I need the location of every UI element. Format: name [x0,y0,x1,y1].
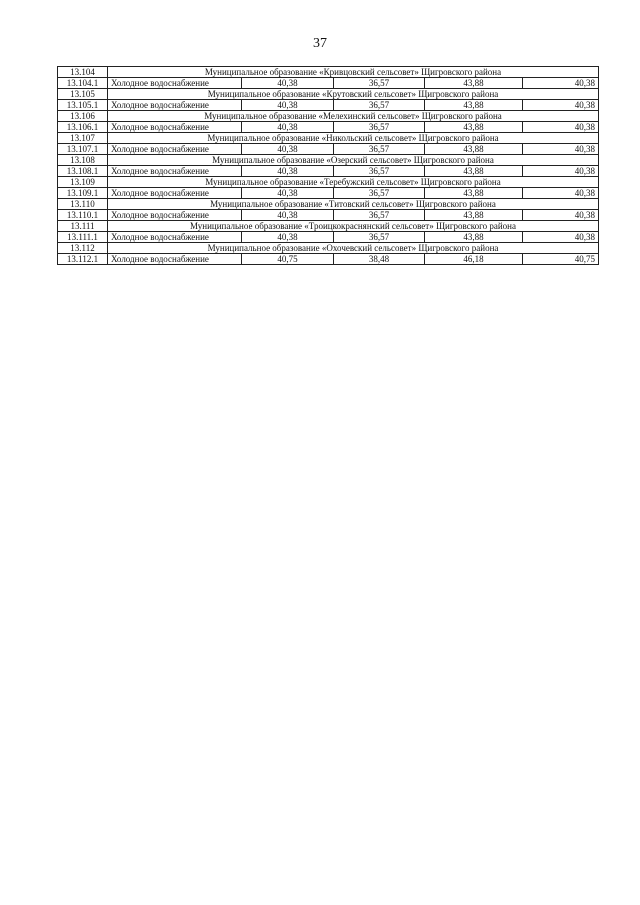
tariff-value: 43,88 [425,144,523,155]
municipality-name: Муниципальное образование «Теребужский сельсовет» Щигровского района [108,177,599,188]
tariff-value: 40,38 [523,100,599,111]
row-code: 13.104.1 [58,78,108,89]
row-code: 13.112.1 [58,254,108,265]
tariff-value: 36,57 [334,144,425,155]
municipality-name: Муниципальное образование «Озерский сельсовет» Щигровского района [108,155,599,166]
tariff-value: 43,88 [425,166,523,177]
row-code: 13.106.1 [58,122,108,133]
row-code: 13.109 [58,177,108,188]
service-name: Холодное водоснабжение [108,122,242,133]
municipality-name: Муниципальное образование «Троицкокраснянский сельсовет» Щигровского района [108,221,599,232]
municipality-header-row [58,243,599,254]
row-code: 13.107 [58,133,108,144]
service-name: Холодное водоснабжение [108,188,242,199]
row-code: 13.108 [58,155,108,166]
municipality-name: Муниципальное образование «Никольский сельсовет» Щигровского района [108,133,599,144]
tariff-value: 40,38 [242,232,334,243]
tariff-value: 36,57 [334,210,425,221]
tariff-value: 40,38 [523,188,599,199]
row-code: 13.110.1 [58,210,108,221]
tariff-value: 38,48 [334,254,425,265]
row-code: 13.105 [58,89,108,100]
municipality-name: Муниципальное образование «Мелехинский сельсовет» Щигровского района [108,111,599,122]
tariff-value: 43,88 [425,232,523,243]
tariff-value: 43,88 [425,210,523,221]
row-code: 13.111 [58,221,108,232]
tariff-row [58,166,599,177]
row-code: 13.109.1 [58,188,108,199]
municipality-name: Муниципальное образование «Титовский сельсовет» Щигровского района [108,199,599,210]
service-name: Холодное водоснабжение [108,100,242,111]
tariff-value: 43,88 [425,100,523,111]
tariff-value: 36,57 [334,166,425,177]
tariff-value: 40,38 [242,100,334,111]
service-name: Холодное водоснабжение [108,210,242,221]
tariff-value: 43,88 [425,78,523,89]
tariff-value: 46,18 [425,254,523,265]
service-name: Холодное водоснабжение [108,144,242,155]
service-name: Холодное водоснабжение [108,232,242,243]
tariff-row [58,188,599,199]
tariff-row [58,78,599,89]
municipality-name: Муниципальное образование «Охочевский сельсовет» Щигровского района [108,243,599,254]
tariff-value: 36,57 [334,100,425,111]
tariff-value: 40,38 [242,188,334,199]
tariff-value: 40,75 [242,254,334,265]
tariff-value: 40,38 [523,144,599,155]
tariff-value: 40,38 [523,232,599,243]
tariff-value: 40,38 [523,78,599,89]
service-name: Холодное водоснабжение [108,254,242,265]
row-code: 13.108.1 [58,166,108,177]
tariff-row [58,210,599,221]
tariff-value: 40,38 [242,166,334,177]
municipality-name: Муниципальное образование «Крутовский сельсовет» Щигровского района [108,89,599,100]
tariff-row [58,232,599,243]
municipality-header-row [58,89,599,100]
tariff-value: 36,57 [334,78,425,89]
municipality-name: Муниципальное образование «Кривцовский сельсовет» Щигровского района [108,67,599,78]
tariff-value: 40,38 [242,78,334,89]
row-code: 13.106 [58,111,108,122]
municipality-header-row [58,111,599,122]
service-name: Холодное водоснабжение [108,78,242,89]
tariff-value: 40,75 [523,254,599,265]
tariff-row [58,122,599,133]
tariff-table-body [58,67,599,265]
municipality-header-row [58,155,599,166]
tariff-row [58,100,599,111]
tariff-value: 43,88 [425,188,523,199]
municipality-header-row [58,133,599,144]
tariff-row [58,144,599,155]
page-number: 37 [313,36,327,51]
tariff-value: 36,57 [334,188,425,199]
municipality-header-row [58,177,599,188]
row-code: 13.104 [58,67,108,78]
municipality-header-row [58,221,599,232]
tariff-value: 40,38 [523,166,599,177]
tariff-value: 40,38 [242,210,334,221]
tariff-value: 36,57 [334,122,425,133]
row-code: 13.107.1 [58,144,108,155]
service-name: Холодное водоснабжение [108,166,242,177]
tariff-value: 40,38 [242,122,334,133]
municipality-header-row [58,199,599,210]
tariff-value: 43,88 [425,122,523,133]
tariff-value: 36,57 [334,232,425,243]
row-code: 13.111.1 [58,232,108,243]
row-code: 13.110 [58,199,108,210]
tariff-value: 40,38 [242,144,334,155]
tariff-value: 40,38 [523,210,599,221]
tariff-row [58,254,599,265]
tariff-value: 40,38 [523,122,599,133]
row-code: 13.105.1 [58,100,108,111]
municipality-header-row [58,67,599,78]
row-code: 13.112 [58,243,108,254]
tariff-table [57,66,599,265]
